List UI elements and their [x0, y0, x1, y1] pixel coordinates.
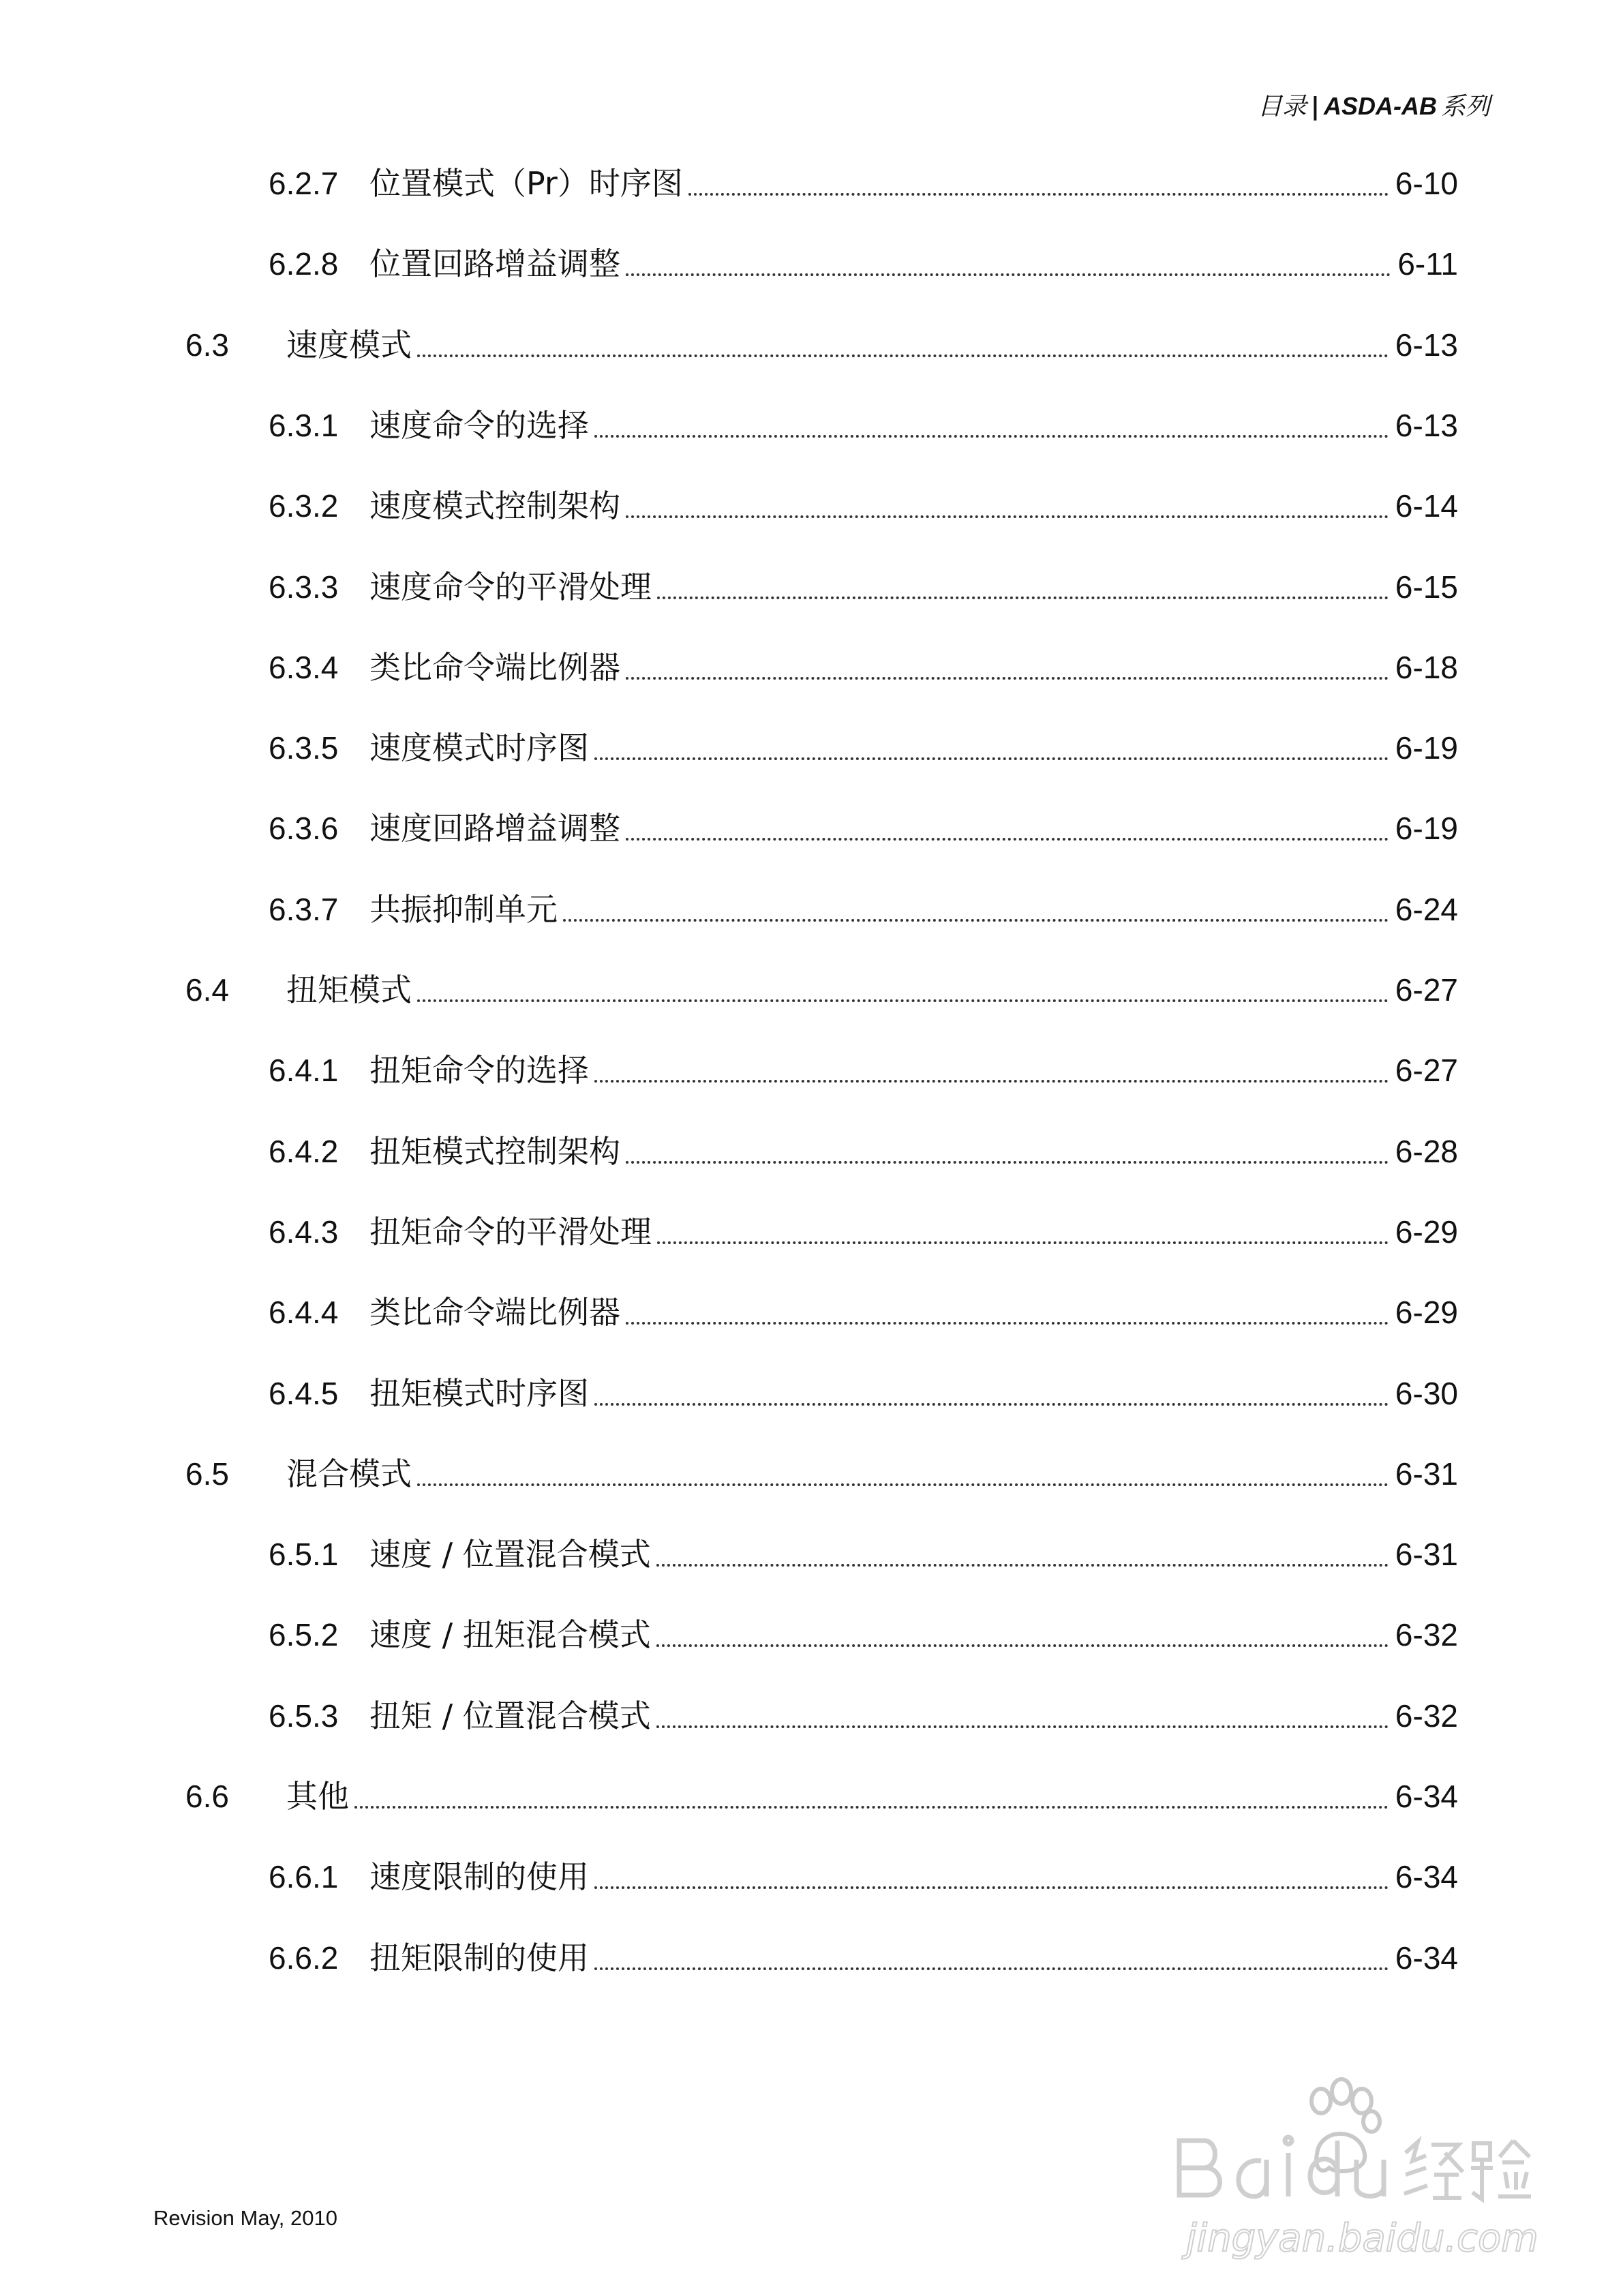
toc-entry-title: 速度命令的平滑处理 — [369, 569, 652, 605]
toc-entry-title: 混合模式 — [286, 1455, 412, 1492]
toc-entry-number: 6.3.2 — [269, 488, 339, 524]
toc-entry-page: 6-19 — [1395, 811, 1458, 846]
toc-entry-page: 6-34 — [1395, 1859, 1458, 1894]
toc-entry-page: 6-31 — [1395, 1537, 1458, 1572]
toc-entry-page: 6-34 — [1395, 1940, 1458, 1976]
toc-entry-number: 6.2.8 — [269, 246, 339, 282]
toc-entry-number: 6.4 — [185, 972, 229, 1008]
toc-entry[interactable] — [269, 484, 1458, 528]
toc-entry-number: 6.2.7 — [269, 166, 339, 201]
toc-entry-number: 6.6.1 — [269, 1859, 339, 1894]
toc-entry[interactable] — [185, 1774, 1458, 1818]
toc-entry[interactable] — [269, 1048, 1458, 1092]
header-series: 系列 — [1440, 93, 1490, 121]
toc-dot-leader — [688, 193, 1389, 196]
toc-entry[interactable] — [269, 888, 1458, 931]
toc-entry-title: 速度模式时序图 — [369, 729, 589, 766]
toc-entry-title: 扭矩模式 — [286, 971, 412, 1008]
header-separator: | — [1310, 93, 1320, 121]
toc-entry-page: 6-18 — [1395, 650, 1458, 685]
toc-dot-leader — [626, 1322, 1389, 1325]
toc-entry-title: 类比命令端比例器 — [369, 1294, 620, 1331]
toc-dot-leader — [626, 838, 1389, 841]
toc-entry[interactable] — [269, 1936, 1458, 1980]
toc-entry-page: 6-10 — [1395, 166, 1458, 201]
toc-entry-page: 6-13 — [1395, 327, 1458, 363]
toc-entry[interactable] — [269, 806, 1458, 850]
toc-dot-leader — [626, 1161, 1389, 1164]
toc-dot-leader — [417, 354, 1389, 357]
baidu-watermark-logo — [1159, 2072, 1541, 2263]
toc-entry[interactable] — [269, 404, 1458, 447]
toc-entry-title: 其他 — [286, 1778, 349, 1815]
toc-entry-number: 6.5.1 — [269, 1537, 339, 1572]
toc-entry-page: 6-14 — [1395, 488, 1458, 524]
toc-entry-page: 6-27 — [1395, 1053, 1458, 1088]
toc-entry[interactable] — [269, 1372, 1458, 1415]
toc-entry-page: 6-11 — [1397, 246, 1458, 282]
toc-dot-leader — [594, 1403, 1389, 1406]
toc-entry-title: 速度限制的使用 — [369, 1858, 589, 1895]
toc-entry-number: 6.3.3 — [269, 569, 339, 605]
toc-entry-number: 6.5.2 — [269, 1617, 339, 1652]
toc-dot-leader — [417, 999, 1389, 1002]
toc-entry-number: 6.5 — [185, 1456, 229, 1492]
toc-entry-page: 6-34 — [1395, 1779, 1458, 1814]
toc-dot-leader — [594, 1080, 1389, 1083]
toc-dot-leader — [594, 435, 1389, 438]
toc-dot-leader — [626, 677, 1389, 680]
toc-entry[interactable] — [185, 968, 1458, 1012]
toc-dot-leader — [594, 757, 1389, 760]
toc-entry-number: 6.3.7 — [269, 892, 339, 927]
toc-entry-title: 扭矩限制的使用 — [369, 1939, 589, 1976]
toc-entry-number: 6.4.4 — [269, 1295, 339, 1330]
toc-entry-page: 6-13 — [1395, 408, 1458, 443]
toc-entry-title: 扭矩 / 位置混合模式 — [369, 1697, 651, 1734]
toc-entry[interactable] — [269, 1532, 1458, 1576]
toc-dot-leader — [626, 273, 1391, 276]
toc-entry-title: 扭矩模式时序图 — [369, 1375, 589, 1412]
toc-entry-title: 位置回路增益调整 — [369, 245, 620, 282]
watermark-url: jingyan.baidu.com — [1186, 2216, 1538, 2261]
toc-entry-title: 速度 / 扭矩混合模式 — [369, 1616, 651, 1653]
toc-dot-leader — [417, 1483, 1389, 1486]
toc-dot-leader — [626, 515, 1389, 518]
baidu-jingyan-watermark — [1159, 2072, 1541, 2263]
toc-entry[interactable] — [185, 323, 1458, 367]
toc-entry-number: 6.4.1 — [269, 1053, 339, 1088]
toc-entry-title: 速度命令的选择 — [369, 407, 589, 444]
toc-entry-title: 速度 / 位置混合模式 — [369, 1536, 651, 1573]
toc-entry-page: 6-24 — [1395, 892, 1458, 927]
toc-dot-leader — [657, 1241, 1389, 1244]
toc-entry-title: 速度回路增益调整 — [369, 810, 620, 847]
toc-dot-leader — [657, 596, 1389, 599]
toc-entry-title: 类比命令端比例器 — [369, 649, 620, 686]
toc-entry-page: 6-28 — [1395, 1134, 1458, 1169]
toc-entry-title: 位置模式（Pr）时序图 — [369, 165, 683, 202]
toc-entry-title: 速度模式控制架构 — [369, 487, 620, 524]
toc-entry-title: 扭矩命令的平滑处理 — [369, 1213, 652, 1250]
toc-entry-number: 6.4.2 — [269, 1134, 339, 1169]
toc-entry-number: 6.3.1 — [269, 408, 339, 443]
toc-entry-number: 6.3 — [185, 327, 229, 363]
toc-entry[interactable] — [269, 1130, 1458, 1173]
toc-entry[interactable] — [269, 1613, 1458, 1657]
toc-dot-leader — [656, 1725, 1389, 1728]
toc-entry-number: 6.6.2 — [269, 1940, 339, 1976]
toc-entry-number: 6.3.4 — [269, 650, 339, 685]
toc-entry-number: 6.6 — [185, 1779, 229, 1814]
footer-revision: Revision May, 2010 — [153, 2206, 337, 2230]
toc-entry-title: 速度模式 — [286, 327, 412, 363]
toc-entry-page: 6-31 — [1395, 1456, 1458, 1492]
toc-entry-number: 6.5.3 — [269, 1698, 339, 1734]
toc-entry[interactable] — [185, 1452, 1458, 1496]
toc-entry-page: 6-29 — [1395, 1295, 1458, 1330]
toc-entry[interactable] — [269, 1290, 1458, 1334]
toc-entry-page: 6-27 — [1395, 972, 1458, 1008]
toc-entry-page: 6-19 — [1395, 730, 1458, 766]
toc-dot-leader — [594, 1886, 1389, 1889]
toc-dot-leader — [354, 1806, 1389, 1809]
toc-entry-title: 扭矩模式控制架构 — [369, 1133, 620, 1170]
toc-entry-page: 6-32 — [1395, 1617, 1458, 1652]
toc-dot-leader — [656, 1644, 1389, 1647]
toc-entry-number: 6.3.6 — [269, 811, 339, 846]
toc-dot-leader — [594, 1967, 1389, 1970]
toc-entry[interactable] — [269, 242, 1458, 286]
toc-dot-leader — [563, 919, 1389, 922]
toc-entry[interactable] — [269, 1210, 1458, 1254]
toc-entry[interactable] — [269, 726, 1458, 770]
toc-entry-number: 6.3.5 — [269, 730, 339, 766]
toc-entry-page: 6-32 — [1395, 1698, 1458, 1734]
toc-entry-page: 6-15 — [1395, 569, 1458, 605]
toc-entry-title: 扭矩命令的选择 — [369, 1052, 589, 1089]
toc-entry[interactable] — [269, 1855, 1458, 1899]
toc-entry-page: 6-29 — [1395, 1214, 1458, 1250]
header-product: ASDA-AB — [1323, 92, 1437, 120]
toc-entry-page: 6-30 — [1395, 1376, 1458, 1411]
toc-entry-number: 6.4.3 — [269, 1214, 339, 1250]
header-title: 目录 — [1257, 93, 1307, 121]
toc-entry-title: 共振抑制单元 — [369, 891, 558, 928]
toc-entry[interactable] — [269, 646, 1458, 689]
toc-entry[interactable] — [269, 565, 1458, 609]
toc-entry-number: 6.4.5 — [269, 1376, 339, 1411]
toc-entry[interactable] — [269, 1694, 1458, 1738]
toc-entry[interactable] — [269, 162, 1458, 205]
toc-dot-leader — [656, 1564, 1389, 1567]
